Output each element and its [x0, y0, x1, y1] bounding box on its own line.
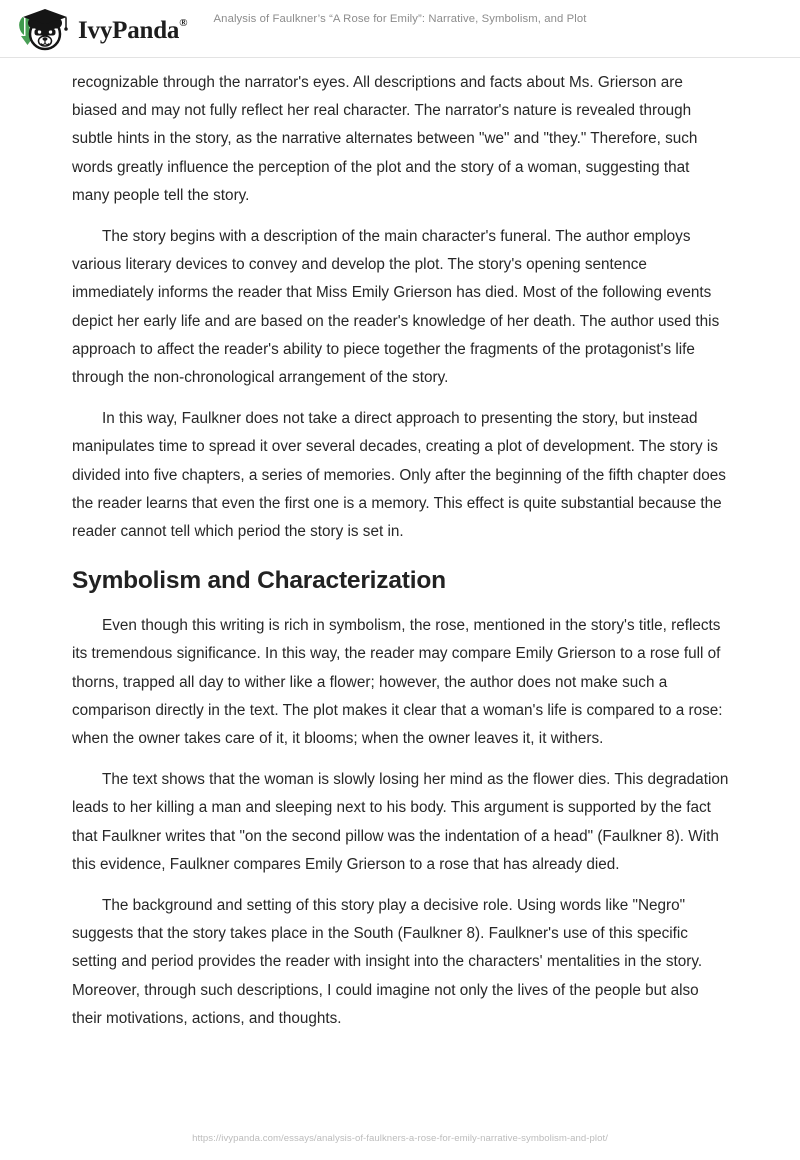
page-footer	[0, 1128, 800, 1146]
paragraph: recognizable through the narrator's eyes. All descriptions and facts about Ms. Grierson are biased and may not fully reflect her real character. The narrator's nature is revealed through subtle hints in the story, as the narrative alternates between "we" and "they." Therefore, such words greatly influence the perception of the plot and the story of a woman, suggesting that many people tell the story.	[72, 74, 698, 204]
page-header	[0, 0, 800, 57]
paragraph: The story begins with a description of the main character's funeral. The author employs various literary devices to convey and develop the plot. The story's opening sentence immediately informs the reader that Miss Emily Grierson has died. Most of the following events depict her early life and are based on the reader's knowledge of her death. The author used this approach to affect the reader's ability to piece together the fragments of the protagonist's life through the non-chronological arrangement of the story.	[72, 228, 720, 387]
paragraph: Even though this writing is rich in symbolism, the rose, mentioned in the story's title, reflects its tremendous significance. In this way, the reader may compare Emily Grierson to a rose full of thorns, trapped all day to wither like a flower; however, the author does not make such a comparison directly in the text. The plot makes it clear that a woman's life is compared to a rose: when the owner takes care of it, it blooms; when the owner leaves it, it withers.	[72, 617, 723, 748]
source-url-link[interactable]: https://ivypanda.com/essays/analysis-of-faulkners-a-rose-for-emily-narrative-symbolism-and-plot/	[192, 1133, 608, 1144]
section-heading-symbolism: Symbolism and Characterization	[72, 567, 446, 595]
page-title: Analysis of Faulkner’s “A Rose for Emily”: Narrative, Symbolism, and Plot	[213, 13, 587, 25]
registered-mark: ®	[179, 17, 188, 30]
paragraph: The background and setting of this story play a decisive role. Using words like "Negro" suggests that the story takes place in the South (Faulkner 8). Faulkner's use of this specific setting and period provides the reader with insight into the characters' mentalities in the story. Moreover, through such descriptions, I could imagine not only the lives of the people but also their motivations, actions, and thoughts.	[72, 897, 703, 1027]
paragraph: The text shows that the woman is slowly losing her mind as the flower dies. This degradation leads to her killing a man and sleeping next to his body. This argument is supported by the fact that Faulkner writes that "on the second pillow was the indentation of a head" (Faulkner 8). With this evidence, Faulkner compares Emily Grierson to a rose that has already died.	[72, 771, 729, 873]
paragraph: In this way, Faulkner does not take a direct approach to presenting the story, but instead manipulates time to spread it over several decades, creating a plot of development. The story is divided into five chapters, a series of memories. Only after the beginning of the fifth chapter does the reader learns that even the first one is a memory. This effect is quite substantial because the reader cannot tell which period the story is set in.	[72, 410, 726, 541]
header-divider	[0, 57, 800, 58]
brand-name-text: IvyPanda	[78, 16, 180, 44]
document-content	[72, 69, 730, 1046]
